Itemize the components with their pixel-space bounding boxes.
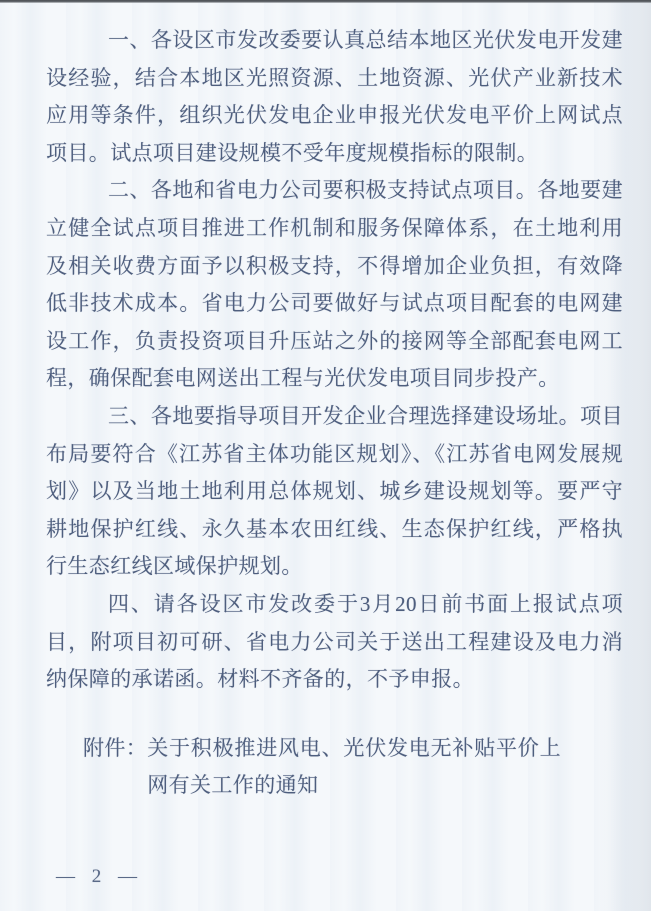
paragraph-2: 二、各地和省电力公司要积极支持试点项目。各地要建立健全试点项目推进工作机制和服务保障体系，在土地利用及相关收费方面予以积极支持，不得增加企业负担，有效降低非技术成本。省电力公司要做好与试点项目配套的电网建设工作，负责投资项目升压站之外的接网等全部配套电网工程，确保配套电网送出工程与光伏发电项目同步投产。	[46, 178, 623, 391]
attachment-label: 附件：	[83, 735, 148, 760]
paragraph-4: 四、请各设区市发改委于3月20日前书面上报试点项目，附项目初可研、省电力公司关于送出工程建设及电力消纳保障的承诺函。材料不齐备的，不予申报。	[46, 591, 623, 692]
page-number: — 2 —	[56, 866, 143, 887]
document-body	[46, 22, 623, 805]
paragraph-1: 一、各设区市发改委要认真总结本地区光伏发电开发建设经验，结合本地区光照资源、土地资源、光伏产业新技术应用等条件，组织光伏发电企业申报光伏发电平价上网试点项目。试点项目建设规模不受年度规模指标的限制。	[46, 28, 623, 165]
scan-edge-artifact	[0, 0, 651, 3]
paragraph-3: 三、各地要指导项目开发企业合理选择建设场址。项目布局要符合《江苏省主体功能区规划》、《江苏省电网发展规划》以及当地土地利用总体规划、城乡建设规划等。要严守耕地保护红线、永久基本农田红线、生态保护红线，严格执行生态红线区域保护规划。	[46, 403, 623, 579]
attachment-title: 关于积极推进风电、光伏发电无补贴平价上网有关工作的通知	[147, 735, 561, 798]
attachment-line	[83, 730, 561, 805]
